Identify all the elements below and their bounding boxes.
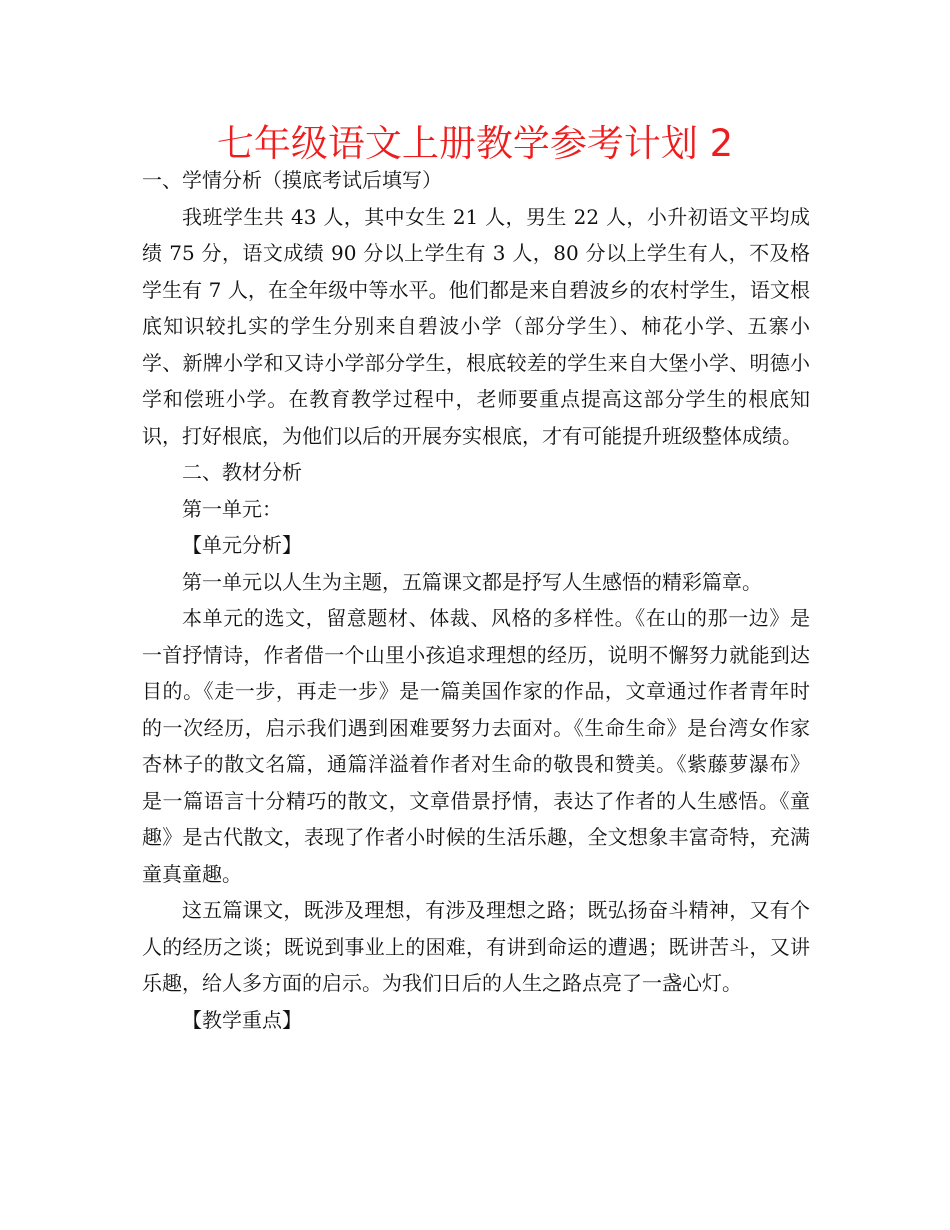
unit-heading: 第一单元：	[182, 496, 282, 521]
paragraph-unit-summary: 这五篇课文，既涉及理想，有涉及理想之路；既弘扬奋斗精神，又有个人的经历之谈；既说到事业上的困难，有讲到命运的遭遇；既讲苦斗，又讲乐趣，给人多方面的启示。为我们日后的人生之路点亮了一盏心灯。	[142, 898, 810, 995]
section-heading-textbook-analysis: 二、教材分析	[182, 460, 302, 484]
document-title: 七年级语文上册教学参考计划 2	[216, 122, 734, 165]
section-heading-student-analysis: 一、学情分析（摸底考试后填写）	[142, 168, 442, 192]
subheading-teaching-focus: 【教学重点】	[182, 1007, 302, 1032]
paragraph-unit-theme: 第一单元以人生为主题，五篇课文都是抒写人生感悟的精彩篇章。	[182, 569, 762, 594]
subheading-unit-analysis: 【单元分析】	[182, 533, 302, 557]
paragraph-student-analysis: 我班学生共 43 人，其中女生 21 人，男生 22 人，小升初语文平均成绩 75 分，语文成绩 90 分以上学生有 3 人，80 分以上学生有人，不及格学生有 7 人，在全年级中等水平。他们都是来自碧波乡的农村学生，语文根底知识较扎实的学生分别来自碧波小学（部分学生）、柿花小学、五寨小学、新牌小学和又诗小学部分学生，根底较差的学生来自大堡小学、明德小学和偿班小学。在教育教学过程中，老师要重点提高这部分学生的根底知识，打好根底，为他们以后的开展夯实根底，才有可能提升班级整体成绩。	[142, 204, 810, 448]
document-body	[142, 162, 810, 1038]
paragraph-unit-texts: 本单元的选文，留意题材、体裁、风格的多样性。《在山的那一边》是一首抒情诗，作者借一个山里小孩追求理想的经历，说明不懈努力就能到达目的。《走一步，再走一步》是一篇美国作家的作品，文章通过作者青年时的一次经历，启示我们遇到困难要努力去面对。《生命生命》是台湾女作家杏林子的散文名篇，通篇洋溢着作者对生命的敬畏和赞美。《紫藤萝瀑布》是一篇语言十分精巧的散文，文章借景抒情，表达了作者的人生感悟。《童趣》是古代散文，表现了作者小时候的生活乐趣，全文想象丰富奇特，充满童真童趣。	[142, 606, 810, 886]
